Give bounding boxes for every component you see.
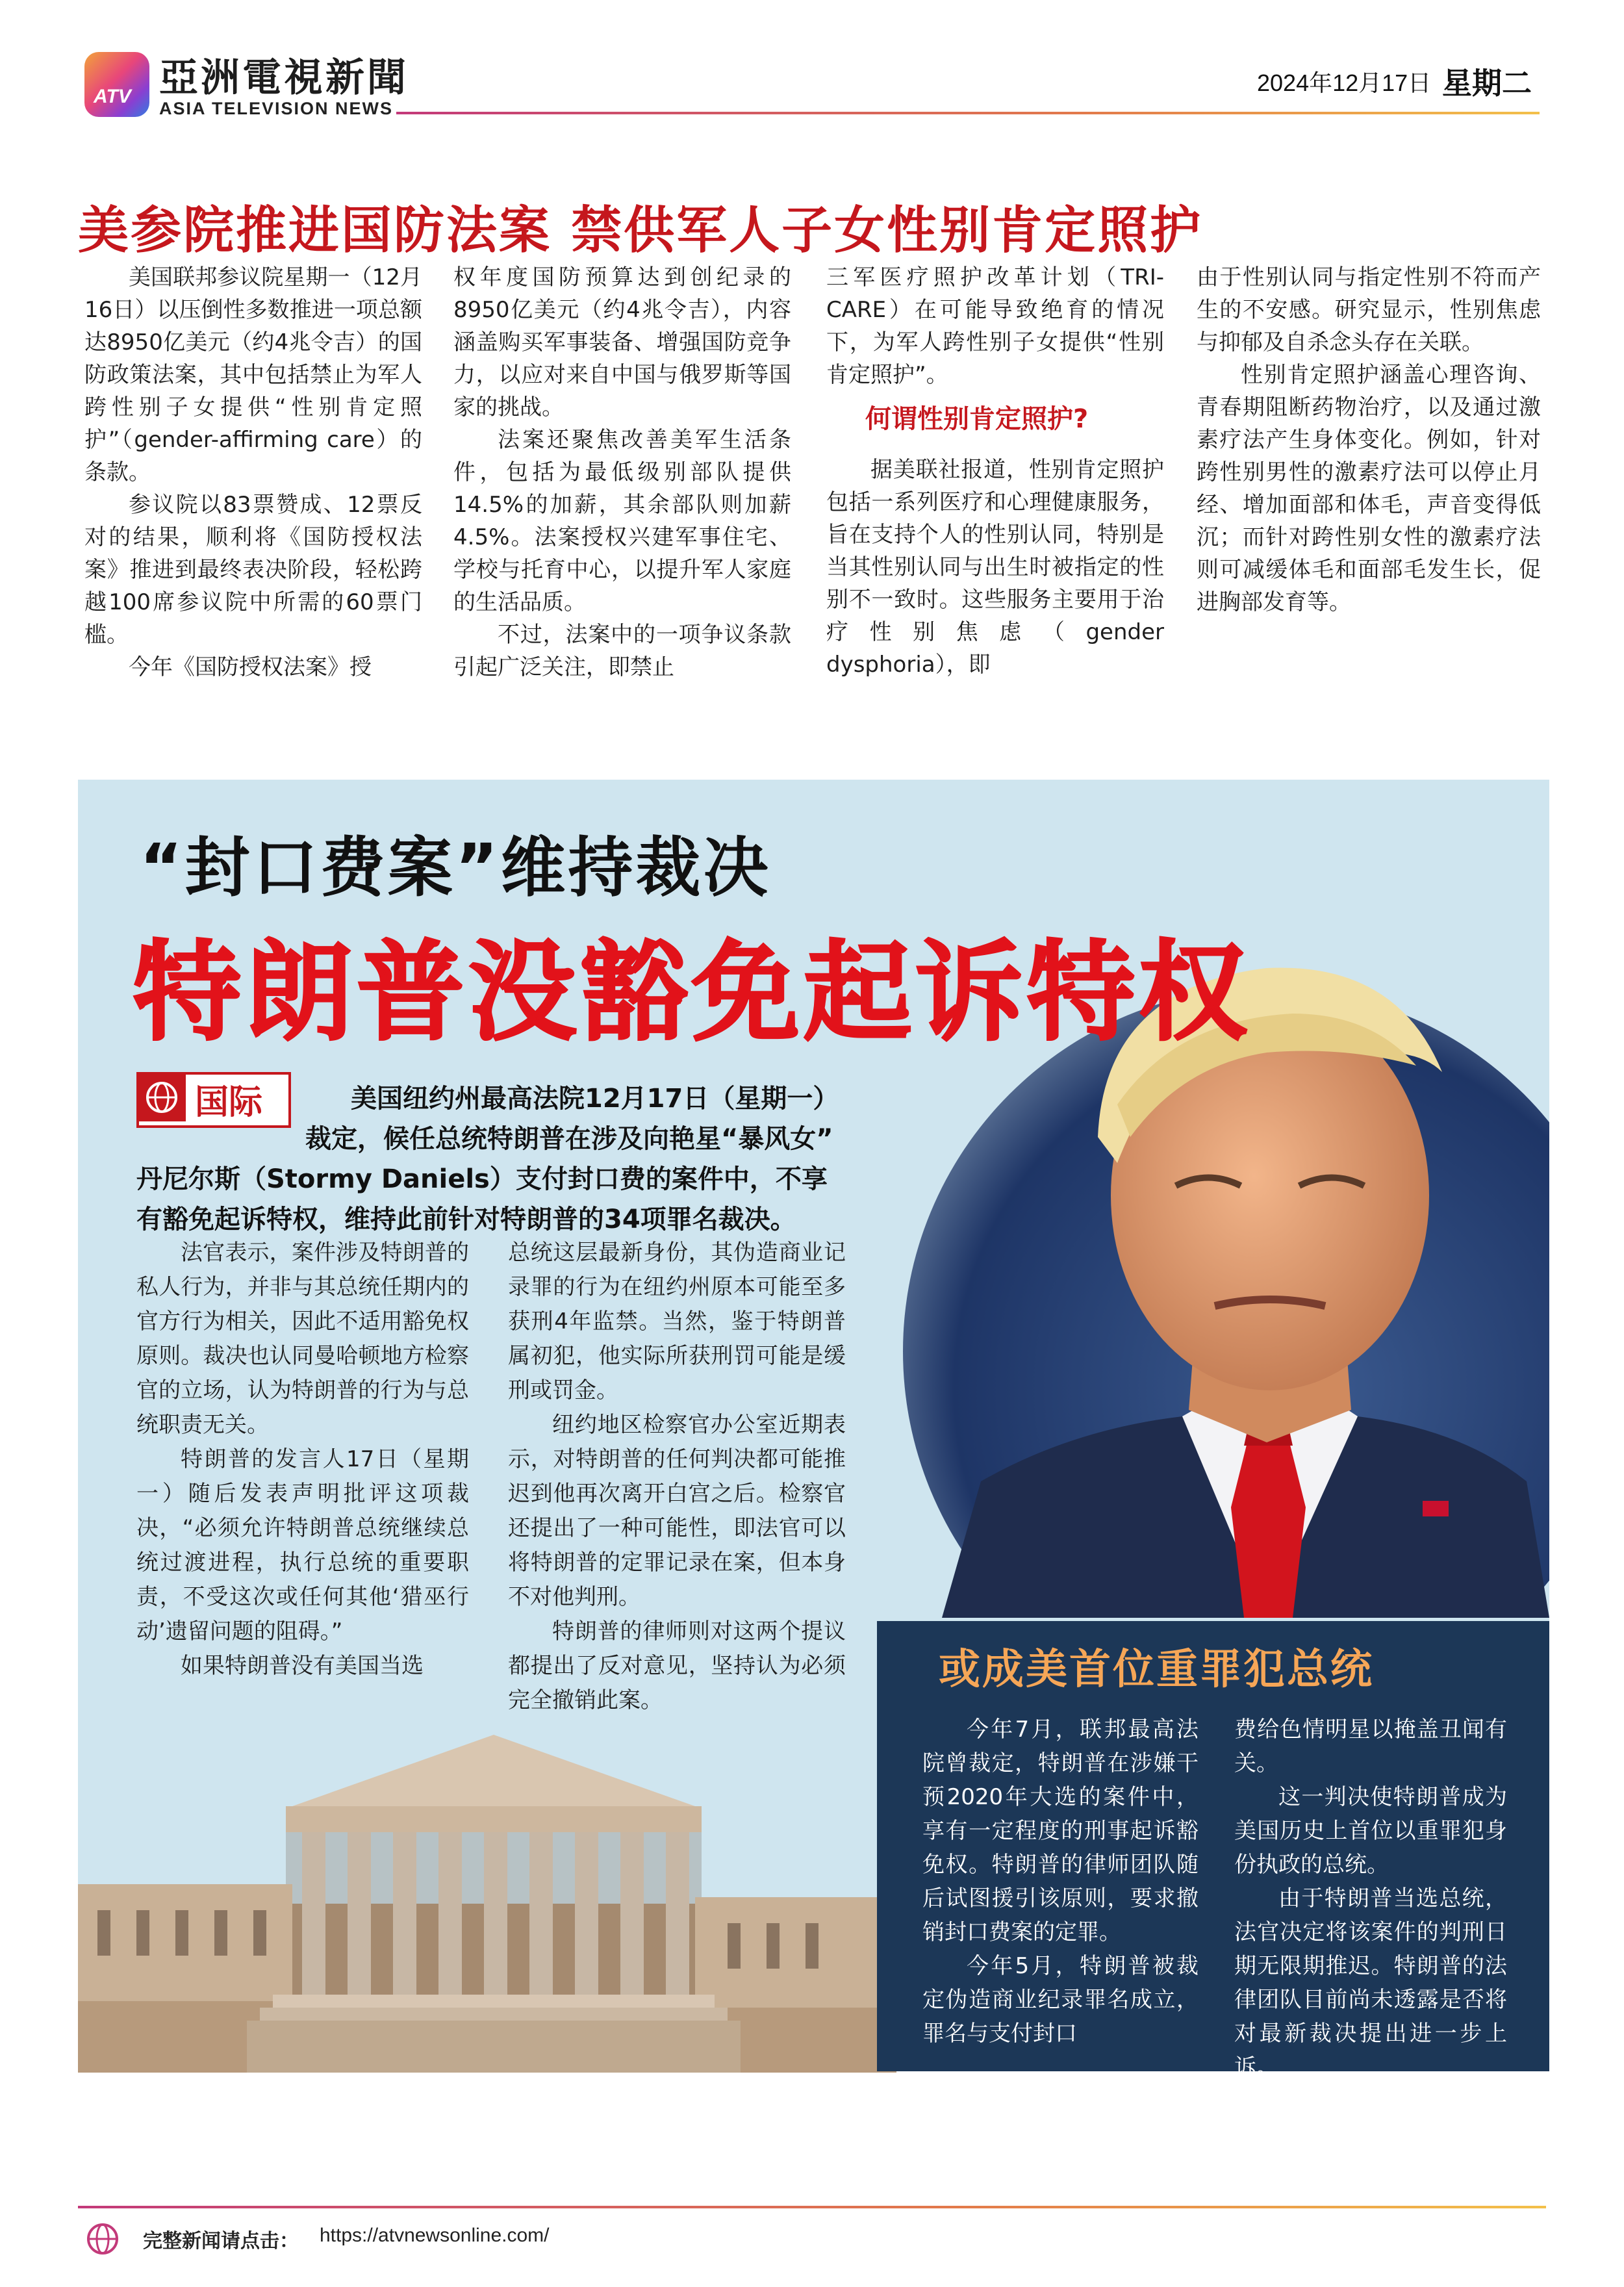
globe-icon — [138, 1073, 186, 1121]
paragraph: 权年度国防预算达到创纪录的8950亿美元（约4兆令吉），内容涵盖购买军事装备、增强国防竞争力，以应对来自中国与俄罗斯等国家的挑战。 — [453, 264, 791, 420]
footer-globe-icon — [84, 2221, 121, 2257]
sidebar-column-2 — [1234, 1713, 1507, 2084]
footer-label: 完整新闻请点击： — [143, 2230, 299, 2253]
paragraph: 今年7月，联邦最高法院曾裁定，特朗普在涉嫌干预2020年大选的案件中，享有一定程度的刑事起诉豁免权。特朗普的律师团队随后试图援引该原则，要求撤销封口费案的定罪。 — [922, 1717, 1199, 1945]
feature-column-1 — [136, 1236, 469, 1683]
paragraph: 性别肯定照护涵盖心理咨询、青春期阻断药物治疗，以及通过激素疗法产生身体变化。例如，针对跨性别男性的激素疗法可以停止月经、增加面部和体毛，声音变得低沉；而针对跨性别女性的激素疗法则可减缓体毛和面部毛发生长，促进胸部发育等。 — [1197, 362, 1541, 615]
paragraph: 由于性别认同与指定性别不符而产生的不安感。研究显示，性别焦虑与抑郁及自杀念头存在关联。 — [1197, 264, 1541, 355]
atv-logo — [84, 52, 149, 117]
section-tag-label: 国际 — [195, 1083, 263, 1122]
feature-column-2 — [508, 1236, 846, 1718]
article-column-4 — [1197, 261, 1541, 619]
brand-name-chinese: 亞洲電視新聞 — [159, 55, 409, 101]
paragraph: 这一判决使特朗普成为美国历史上首位以重罪犯身份执政的总统。 — [1234, 1784, 1507, 1878]
sidebar-column-1 — [922, 1713, 1199, 2051]
paragraph: 特朗普的律师则对这两个提议都提出了反对意见，坚持认为必须完全撤销此案。 — [508, 1618, 846, 1713]
paragraph: 美国联邦参议院星期一（12月16日）以压倒性多数推进一项总额达8950亿美元（约4兆令吉）的国防政策法案，其中包括禁止为军人跨性别子女提供“性别肯定照护”（gender-affirming care）的条款。 — [84, 264, 422, 485]
lede-line: 丹尼尔斯（Stormy Daniels）支付封口费的案件中，不享 — [136, 1164, 828, 1194]
article-subheading: 何谓性别肯定照护? — [865, 404, 1089, 434]
paragraph: 费给色情明星以掩盖丑闻有关。 — [1234, 1717, 1507, 1776]
article-headline: 美参院推进国防法案 禁供军人子女性别肯定照护 — [78, 201, 1203, 260]
paragraph: 今年5月，特朗普被裁定伪造商业纪录罪名成立，罪名与支付封口 — [922, 1953, 1199, 2047]
footer-link[interactable]: https://atvnewsonline.com/ — [320, 2225, 550, 2246]
article-column-3 — [826, 261, 1164, 681]
paragraph: 不过，法案中的一项争议条款引起广泛关注，即禁止 — [453, 622, 791, 680]
lede-line: 裁定，候任总统特朗普在涉及向艳星“暴风女” — [305, 1124, 833, 1154]
issue-date: 2024年12月17日 — [1257, 70, 1432, 96]
paragraph: 据美联社报道，性别肯定照护包括一系列医疗和心理健康服务，旨在支持个人的性别认同，特别是当其性别认同与出生时被指定的性别不一致时。这些服务主要用于治疗性别焦虑（gender dysphoria），即 — [826, 457, 1164, 678]
supreme-court-photo — [78, 1709, 896, 2073]
paragraph: 由于特朗普当选总统，法官决定将该案件的判刑日期无限期推迟。特朗普的法律团队目前尚未透露是否将对最新裁决提出进一步上诉。 — [1234, 1885, 1507, 2080]
sidebar-heading: 或成美首位重罪犯总统 — [939, 1646, 1374, 1694]
paragraph: 特朗普的发言人17日（星期一）随后发表声明批评这项裁决，“必须允许特朗普总统继续总统过渡进程，执行总统的重要职责，不受这次或任何其他‘猎巫行动’遗留问题的阻碍。” — [136, 1446, 469, 1644]
article-column-1 — [84, 261, 422, 684]
lede-line: 有豁免起诉特权，维持此前针对特朗普的34项罪名裁决。 — [136, 1205, 796, 1234]
paragraph: 法官表示，案件涉及特朗普的私人行为，并非与其总统任期内的官方行为相关，因此不适用豁免权原则。裁决也认同曼哈顿地方检察官的立场，认为特朗普的行为与总统职责无关。 — [136, 1240, 469, 1438]
article-column-2 — [453, 261, 791, 684]
issue-weekday: 星期二 — [1442, 66, 1532, 101]
feature-headline: 特朗普没豁免起诉特权 — [133, 930, 1250, 1056]
paragraph: 如果特朗普没有美国当选 — [181, 1653, 424, 1679]
paragraph: 法案还聚焦改善美军生活条件，包括为最低级别部队提供14.5%的加薪，其余部队则加薪4.5%。法案授权兴建军事住宅、学校与托育中心，以提升军人家庭的生活品质。 — [453, 427, 791, 615]
paragraph: 总统这层最新身份，其伪造商业记录罪的行为在纽约州原本可能至多获刑4年监禁。当然，鉴于特朗普属初犯，他实际所获刑罚可能是缓刑或罚金。 — [508, 1240, 846, 1403]
footer-divider — [78, 2206, 1546, 2208]
logo-text: ATV — [94, 86, 131, 107]
paragraph: 三军医疗照护改革计划（TRI-CARE）在可能导致绝育的情况下，为军人跨性别子女提供“性别肯定照护”。 — [826, 264, 1164, 388]
feature-kicker: “封口费案”维持裁决 — [140, 830, 771, 906]
lede-line: 美国纽约州最高法院12月17日（星期一） — [351, 1084, 839, 1114]
paragraph: 今年《国防授权法案》授 — [129, 654, 372, 680]
paragraph: 参议院以83票赞成、12票反对的结果，顺利将《国防授权法案》推进到最终表决阶段，轻松跨越100席参议院中所需的60票门槛。 — [84, 492, 422, 648]
brand-name-english: ASIA TELEVISION NEWS — [159, 99, 394, 118]
paragraph: 纽约地区检察官办公室近期表示，对特朗普的任何判决都可能推迟到他再次离开白宫之后。检察官还提出了一种可能性，即法官可以将特朗普的定罪记录在案，但本身不对他判刑。 — [508, 1412, 846, 1610]
header-divider — [396, 112, 1540, 114]
